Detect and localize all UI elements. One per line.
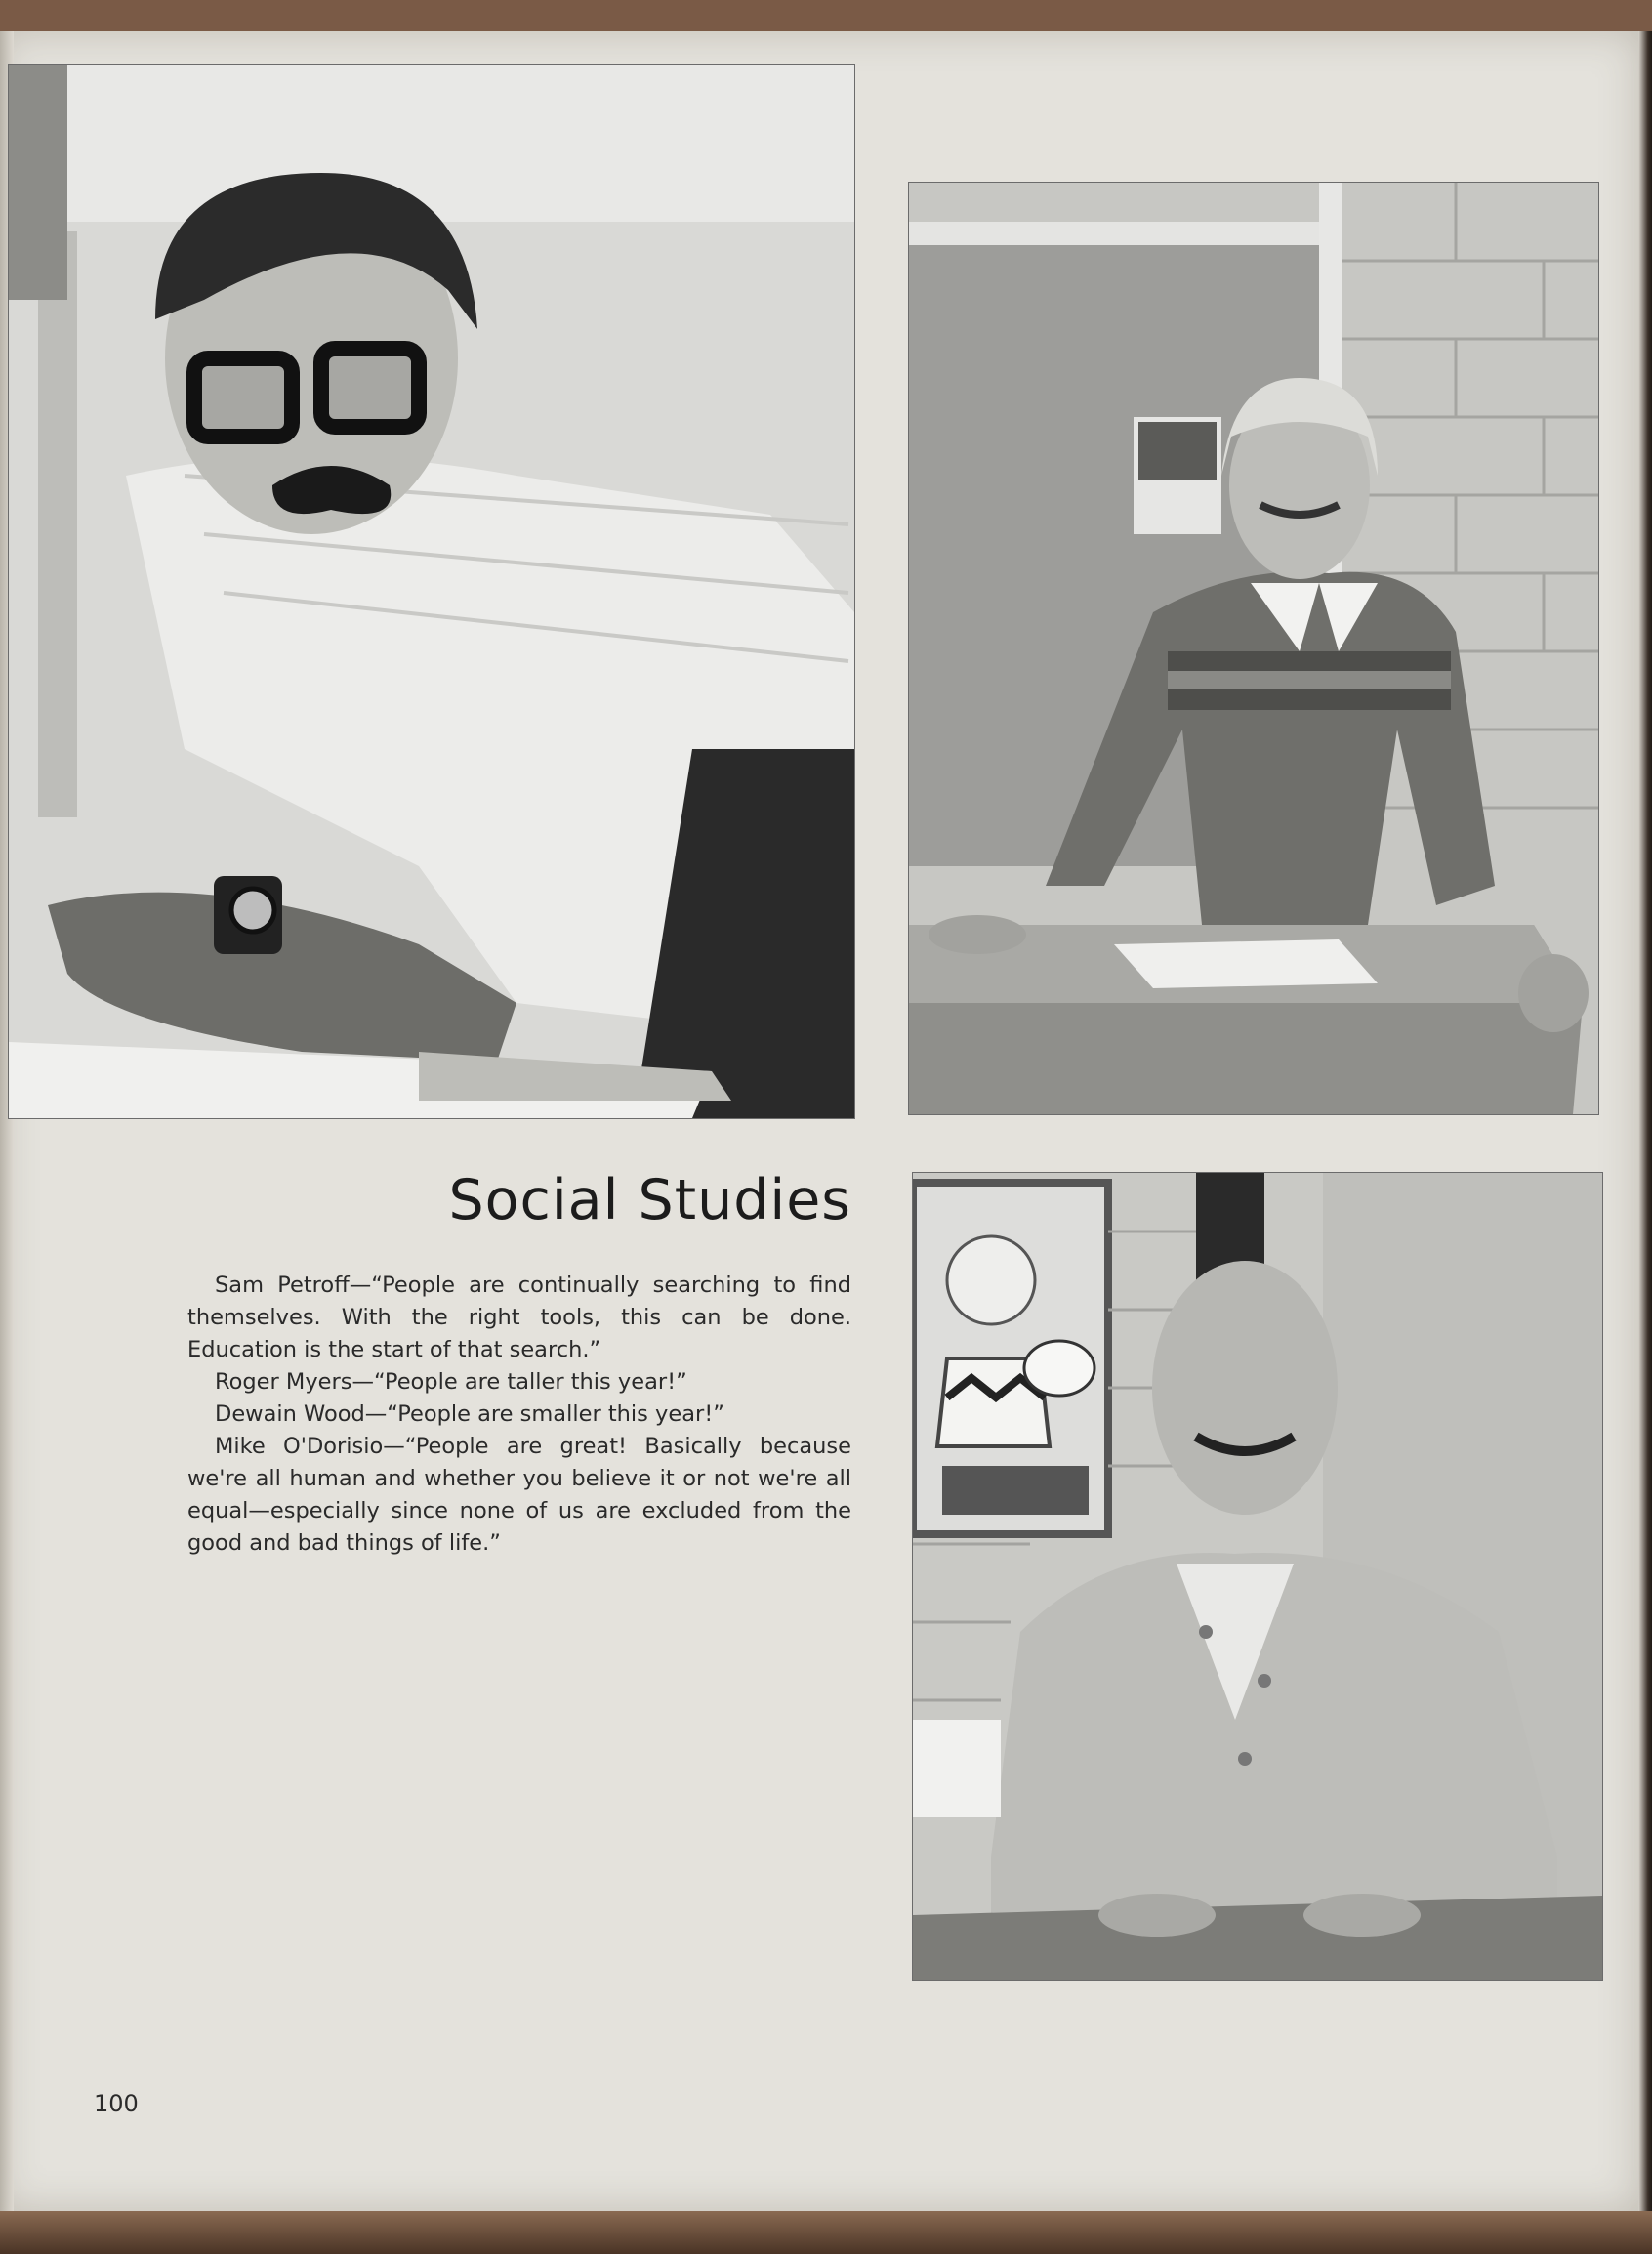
teacher-photo-glasses <box>8 64 855 1119</box>
quote-sam-petroff: Sam Petroff—“People are continually searching to find themselves. With the right tools, this can be done. Education is the start of that search.” <box>187 1273 851 1362</box>
quote-mike-odorisio: Mike O'Dorisio—“People are great! Basically because we're all human and whether you believe it or not we're all equal—especially since none of us are excluded from the good and bad things of life.” <box>187 1434 851 1556</box>
quote-dewain-wood: Dewain Wood—“People are smaller this year!” <box>215 1401 724 1427</box>
teacher-photo-cardigan <box>912 1172 1603 1981</box>
page-right-edge <box>1638 31 1652 2211</box>
quote-roger-myers: Roger Myers—“People are taller this year!” <box>215 1369 687 1395</box>
section-title: Social Studies <box>448 1168 851 1232</box>
teacher-photo-sweater <box>908 182 1599 1115</box>
teacher-quotes <box>187 1270 851 1560</box>
page-number: 100 <box>94 2090 139 2117</box>
book-bottom-edge <box>0 2211 1652 2254</box>
